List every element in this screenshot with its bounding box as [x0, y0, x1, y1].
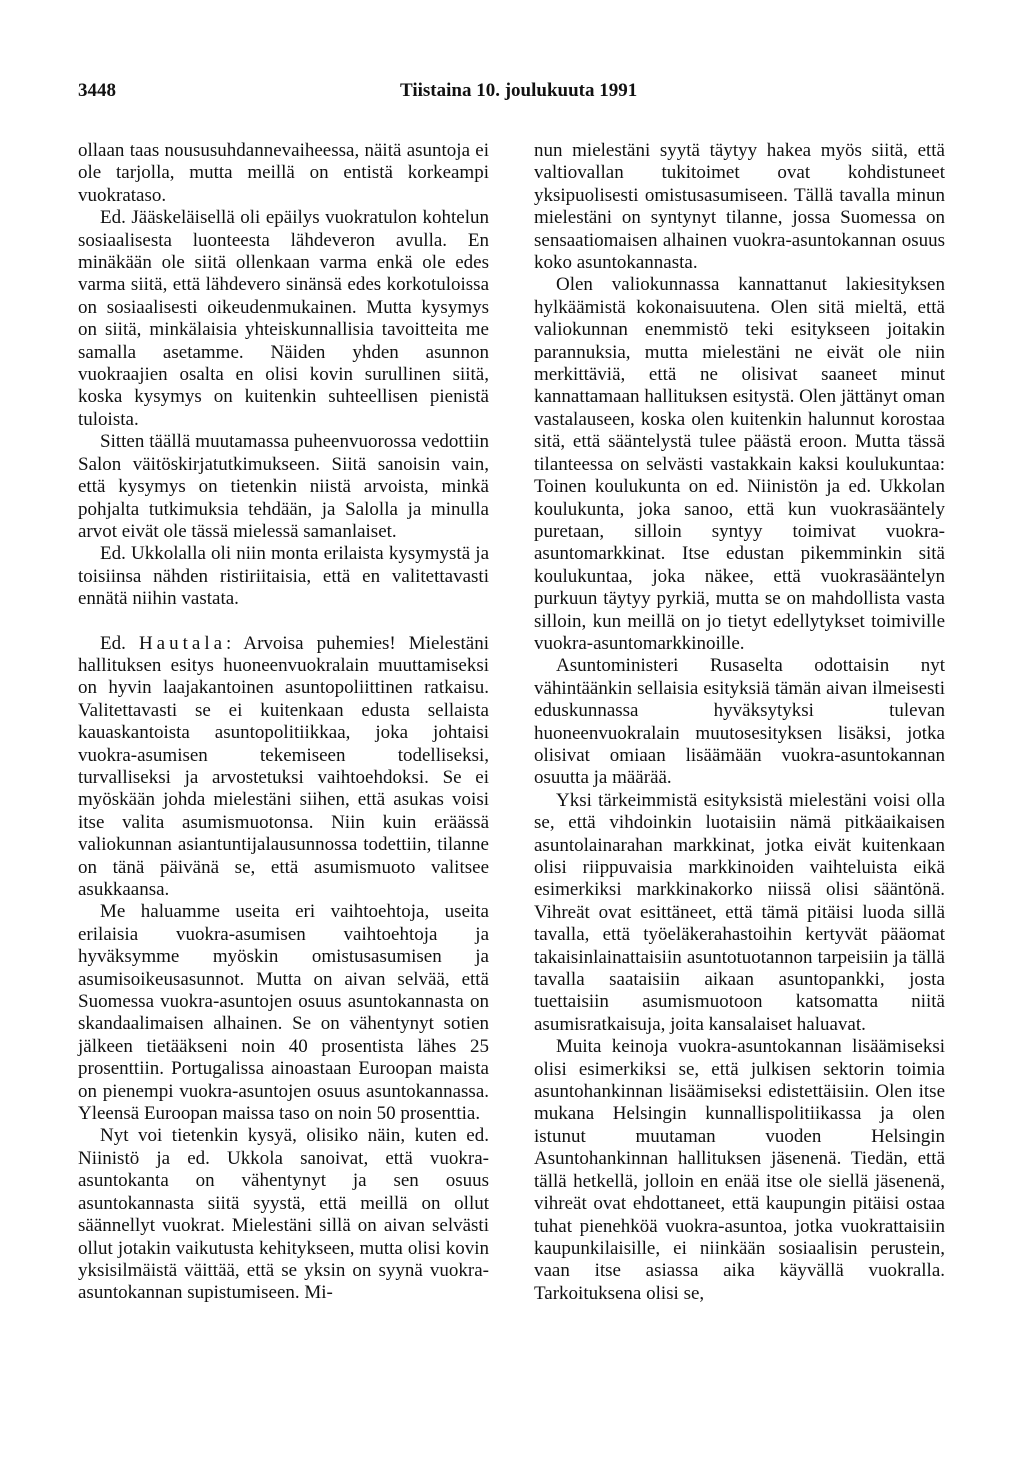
paragraph: Asuntoministeri Rusaselta odottaisin nyt vähintäänkin sellaisia esityksiä tämän aivan ilmeisesti eduskunnassa hyväksytyksi tulevan huoneenvuokralain muutosesityksen lisäksi, jotka olisivat omiaan lisäämään vuokra-asuntokannan osuutta ja määrää. — [534, 655, 945, 789]
speech-paragraph — [78, 633, 489, 902]
speaker-prefix: Ed. — [100, 632, 126, 654]
paragraph: Nyt voi tietenkin kysyä, olisiko näin, kuten ed. Niinistö ja ed. Ukkola sanoivat, että vuokra-asuntokanta on vähentynyt ja sen osuus asuntokannasta siitä syystä, että meillä on ollut säännellyt vuokrat. Mielestäni sillä on aivan selvästi ollut jotakin vaikutusta kehitykseen, mutta olisi kovin yksisilmäistä väittää, että se yksin on syynä vuokra-asuntokannan supistumiseen. Mi- — [78, 1125, 489, 1304]
paragraph: Olen valiokunnassa kannattanut lakiesityksen hylkäämistä kokonaisuutena. Olen sitä mieltä, että valiokunnan enemmistö teki esitykseen joitakin parannuksia, mutta mielestäni ne eivät ole niin merkittäviä, että ne olisivat saaneet minut kannattamaan hallituksen esitystä. Olen jättänyt oman vastalauseen, koska olen kuitenkin halunnut korostaa sitä, että sääntelystä tulee päästä eroon. Mutta tässä tilanteessa on selvästi vastakkain kaksi koulukuntaa: Toinen koulukunta on ed. Niinistön ja ed. Ukkolan koulukunta, joka sanoo, että kun vuokrasääntely puretaan, silloin syntyy toimivat vuokra-asuntomarkkinat. Itse edustan pikemminkin sitä koulukuntaa, joka näkee, että vuokrasääntelyn purkuun täytyy pyrkiä, mutta se on mahdollista vasta silloin, kun meillä on jo tietyt edellytykset toimiville vuokra-asuntomarkkinoille. — [534, 274, 945, 654]
paragraph: Yksi tärkeimmistä esityksistä mielestäni voisi olla se, että vihdoinkin luotaisiin nämä pitkäaikaisen asuntolainarahan markkinat, jotka eivät kuitenkaan olisi riippuvaisia markkinoiden vaihteluista eikä esimerkiksi markkinakorko niissä olisi sääntönä. Vihreät ovat esittäneet, että tämä pitäisi luoda sillä tavalla, että työeläkerahastoihin kertyvät pääomat takaisinlainattaisiin asuntotuotannon tarpeisiin ja tällä tavalla saataisiin aikaan asuntopankki, josta tuettaisiin asumismuotoon katsomatta niitä asumisratkaisuja, joita kansalaiset haluavat. — [534, 789, 945, 1035]
speech-text: : Arvoisa puhemies! Mielestäni hallituksen esitys huoneenvuokralain muuttamiseksi on hyvin laajakantoinen asuntopoliittinen ratkaisu. Valitettavasti se ei kuitenkaan edusta sellaista kauaskantoista asuntopolitiikkaa, joka johtaisi vuokra-asumisen tekemiseen todelliseksi, turvalliseksi ja arvostetuksi vaihtoehdoksi. Se ei myöskään johda mielestäni siihen, että asukas voisi itse valita asumismuotonsa. Niin kuin eräässä valiokunnan asiantuntijalausunnossa todettiin, tilanne on tänä päivänä se, että asumismuoto valitsee asukkaansa. — [78, 632, 490, 900]
paragraph-spacer — [78, 611, 489, 633]
paragraph: nun mielestäni syytä täytyy hakea myös siitä, että valtiovallan tukitoimet ovat kohdistuneet yksipuolisesti omistusasumiseen. Tällä tavalla minun mielestäni on syntynyt tilanne, jossa Suomessa on sensaatiomaisen alhainen vuokra-asuntokannan osuus koko asuntokannasta. — [534, 140, 945, 274]
paragraph: Ed. Jääskeläisellä oli epäilys vuokratulon kohtelun sosiaalisesta luonteesta lähdeveron avulla. En minäkään ole siitä ollenkaan varma enkä ole edes varma siitä, että lähdevero sinänsä edes korkotuloissa on sosiaalisesti oikeudenmukainen. Mutta kysymys on siitä, minkälaisia yhteiskunnallisia tavoitteita me samalla asetamme. Näiden yhden asunnon vuokraajien osalta en olisi kovin surullinen siitä, koska kysymys on kuitenkin suhteellisen pienistä tuloista. — [78, 207, 489, 430]
paragraph: ollaan taas noususuhdannevaiheessa, näitä asuntoja ei ole tarjolla, mutta meillä on entistä korkeampi vuokrataso. — [78, 140, 489, 206]
paragraph: Me haluamme useita eri vaihtoehtoja, useita erilaisia vuokra-asumisen vaihtoehtoja ja hyväksymme myöskin omistusasumisen ja asumisoikeusasunnot. Mutta on aivan selvää, että Suomessa vuokra-asuntojen osuus asuntokannasta on skandaalimaisen alhainen. Se on vähentynyt sotien jälkeen tietääkseni noin 40 prosentista lähes 25 prosenttiin. Portugalissa ainoastaan Euroopan maista on pienempi vuokra-asuntojen osuus asuntokannassa. Yleensä Euroopan maissa taso on noin 50 prosenttia. — [78, 901, 489, 1125]
paragraph: Muita keinoja vuokra-asuntokannan lisäämiseksi olisi esimerkiksi se, että julkisen sektorin toimia asuntohankinnan lisäämiseksi edistettäisiin. Olen itse mukana Helsingin kunnallispolitiikassa ja olen istunut muutaman vuoden Helsingin Asuntohankinnan hallituksen jäsenenä. Tiedän, että tällä hetkellä, jolloin en enää itse ole siellä jäsenenä, vihreät ovat ehdottaneet, että kaupungin pitäisi ostaa tuhat pienehköä vuokra-asuntoa, jotka vuokrattaisiin kaupunkilaisille, ei niinkään sosiaalisin perustein, vaan itse asiassa aika käyvällä vuokralla. Tarkoituksena olisi se, — [534, 1036, 945, 1304]
speaker-name: Hautala — [138, 632, 227, 654]
page-header — [78, 80, 948, 106]
paragraph: Ed. Ukkolalla oli niin monta erilaista kysymystä ja toisiinsa nähden ristiriitaisia, että en valitettavasti ennätä niihin vastata. — [78, 543, 489, 610]
paragraph: Sitten täällä muutamassa puheenvuorossa vedottiin Salon väitöskirjatutkimukseen. Siitä sanoisin vain, että kysymys on tietenkin niistä arvoista, minkä pohjalta tutkimuksia tehdään, ja Salolla ja minulla arvot eivät ole tässä mielessä samanlaiset. — [78, 431, 489, 542]
right-column — [534, 140, 945, 1305]
page-number: 3448 — [78, 80, 116, 101]
left-column — [78, 140, 489, 1305]
header-date: Tiistaina 10. joulukuuta 1991 — [400, 80, 638, 101]
